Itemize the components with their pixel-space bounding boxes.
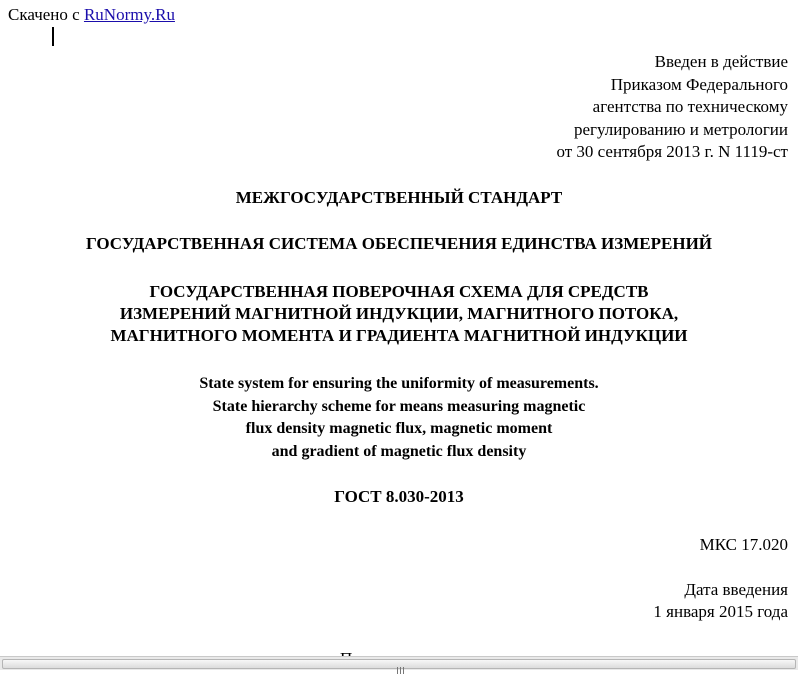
english-title (0, 373, 798, 463)
document-title (0, 281, 798, 347)
title-line: ИЗМЕРЕНИЙ МАГНИТНОЙ ИНДУКЦИИ, МАГНИТНОГО ПОТОКА, (119, 304, 679, 323)
intro-line: агентства по техническому (592, 97, 788, 116)
standard-category-heading: МЕЖГОСУДАРСТВЕННЫЙ СТАНДАРТ (235, 188, 563, 207)
horizontal-scrollbar[interactable] (0, 656, 798, 670)
english-title-line: flux density magnetic flux, magnetic moment (245, 420, 553, 437)
introduction-block (556, 51, 788, 164)
intro-line: Введен в действие (654, 52, 788, 71)
gost-designation: ГОСТ 8.030-2013 (334, 487, 464, 506)
effective-date-label: Дата введения (684, 580, 788, 599)
effective-date-block (653, 579, 788, 623)
download-source-line (8, 5, 175, 25)
intro-line: от 30 сентября 2013 г. N 1119-ст (556, 142, 788, 161)
english-title-line: State system for ensuring the uniformity of measurements. (199, 375, 599, 392)
scrollbar-thumb[interactable] (2, 659, 796, 669)
runormy-link[interactable]: RuNormy.Ru (83, 5, 175, 24)
english-title-line: State hierarchy scheme for means measuring magnetic (212, 397, 586, 415)
scrollbar-grip-icon (397, 661, 406, 668)
measurement-system-heading: ГОСУДАРСТВЕННАЯ СИСТЕМА ОБЕСПЕЧЕНИЯ ЕДИНСТВА ИЗМЕРЕНИЙ (85, 234, 713, 253)
mks-code: МКС 17.020 (699, 535, 788, 554)
text-cursor (52, 27, 54, 46)
english-title-line: and gradient of magnetic flux density (271, 442, 527, 460)
title-line: МАГНИТНОГО МОМЕНТА И ГРАДИЕНТА МАГНИТНОЙ ИНДУКЦИИ (110, 326, 688, 345)
effective-date-value: 1 января 2015 года (653, 602, 788, 621)
intro-line: регулированию и метрологии (573, 119, 788, 139)
title-line: ГОСУДАРСТВЕННАЯ ПОВЕРОЧНАЯ СХЕМА ДЛЯ СРЕДСТВ (149, 282, 649, 301)
intro-line: Приказом Федерального (610, 74, 788, 94)
download-prefix: Скачено с (8, 5, 84, 24)
